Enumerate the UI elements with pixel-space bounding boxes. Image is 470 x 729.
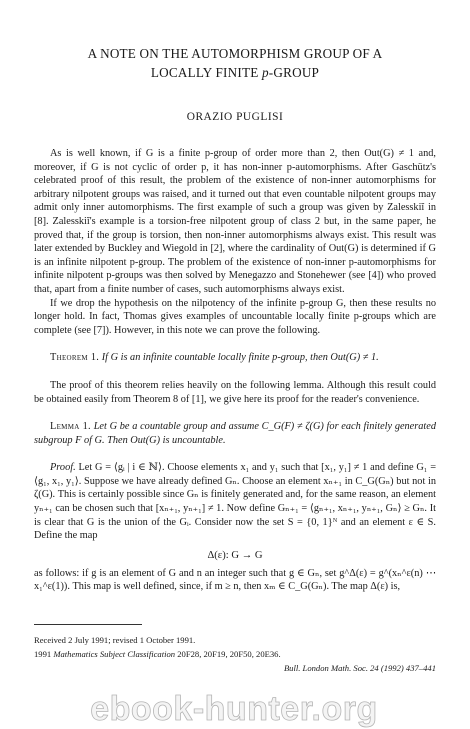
received-date: Received 2 July 1991; revised 1 October 1991.: [34, 635, 196, 645]
theorem-label: Theorem 1.: [50, 352, 100, 364]
title-line-2b: -GROUP: [268, 65, 320, 80]
paragraph-map-definition: as follows: if g is an element of G and n an integer such that g ∈ Gₙ, set g^Δ(ε) = g^(xₙ^ε(n) ⋯ x₁^ε(1)). This map is well defined, since, if m ≥ n, then xₘ ∈ C_G(Gₙ). The map Δ(ε) is,: [34, 567, 436, 593]
lemma-1: [34, 420, 436, 447]
footnote-rule: [34, 624, 142, 625]
proof-text: Let G = ⟨gᵢ | i ∈ ℕ⟩. Choose elements x₁ and y₁ such that [x₁, y₁] ≠ 1 and define G₁ = ⟨g₁, x₁, y₁⟩. Suppose we have already defined Gₙ. Choose an element xₙ₊₁ in C_G(Gₙ) but not in ζ(G). This is certainly possible since Gₙ is finitely generated and, for the same reason, an element yₙ₊₁ can be chosen such that [xₙ₊₁, yₙ₊₁] ≠ 1. Now define Gₙ₊₁ = ⟨gₙ₊₁, xₙ₊₁, yₙ₊₁, Gₙ⟩ ≥ Gₙ. It is clear that G is the union of the Gᵢ. Consider now the set S = {0, 1}ᴺ and an element ε ∈ S. Define the map: [34, 462, 437, 542]
journal-citation: Bull. London Math. Soc. 24 (1992) 437–441: [283, 663, 436, 673]
lemma-label: Lemma 1.: [50, 421, 91, 433]
theorem-text: If G is an infinite countable locally finite p-group, then Out(G) ≠ 1.: [101, 352, 379, 364]
title-line-1: A NOTE ON THE AUTOMORPHISM GROUP OF A: [87, 46, 383, 61]
paragraph-proof-remark: The proof of this theorem relies heavily on the following lemma. Although this result could be obtained easily from Theorem 8 of [1], we give here its proof for the reader's convenience.: [34, 379, 436, 405]
article-title: [34, 44, 436, 82]
msc-codes: 20F28, 20F19, 20F50, 20E36.: [175, 649, 281, 659]
watermark-logo: ebook-hunter.org: [90, 690, 378, 728]
paragraph-hypothesis: If we drop the hypothesis on the nilpotency of the infinite p-group G, then these results no longer hold. In fact, Thomas gives examples of uncountable locally finite p-groups which are complete (see [7]). However, in this note we can prove the following.: [34, 297, 436, 336]
proof-label: Proof.: [50, 462, 76, 474]
display-formula: Δ(ε): G → G: [207, 549, 263, 561]
paragraph-proof: [34, 461, 436, 543]
title-line-2a: LOCALLY FINITE: [150, 65, 262, 80]
page-footer: [34, 624, 436, 675]
author-name: ORAZIO PUGLISI: [186, 111, 284, 123]
paragraph-intro: As is well known, if G is a finite p-group of order more than 2, then Out(G) ≠ 1 and, moreover, if G is not cyclic of order p, it has non-inner p-automorphisms. After Gaschütz's celebrated proof of this result, the problem of the existence of non-inner automorphisms for arbitrary nilpotent groups was raised, and it turned out that even countable nilpotent groups may admit only inner automorphisms. The first example of such a group was given by Zalesskiĭ in [8]. Zalesskiĭ's example is a torsion-free nilpotent group of class 2 but, in the same paper, he proved that, if the group is torsion, then non-inner automorphisms always exist. This result was later extended by Buckley and Wiegold in [2], where the cardinality of Out(G) is determined if G is an infinite nilpotent p-group. The problem of the existence of non-inner p-automorphisms for infinite nilpotent p-groups was then solved by Menegazzo and Stonehewer (see [4]) who proved that, apart from a finite number of cases, such automorphisms always exist.: [34, 148, 436, 295]
title-line-2-p: p: [261, 65, 269, 80]
theorem-1: [34, 351, 436, 365]
article-page: [34, 44, 436, 594]
msc-classification: [34, 647, 436, 661]
msc-prefix: 1991: [34, 649, 54, 659]
lemma-text: Let G be a countable group and assume C_G(F) ≠ ζ(G) for each finitely generated subgroup F of G. Then Out(G) is uncountable.: [34, 421, 436, 446]
msc-label: Mathematics Subject Classification: [53, 649, 176, 659]
